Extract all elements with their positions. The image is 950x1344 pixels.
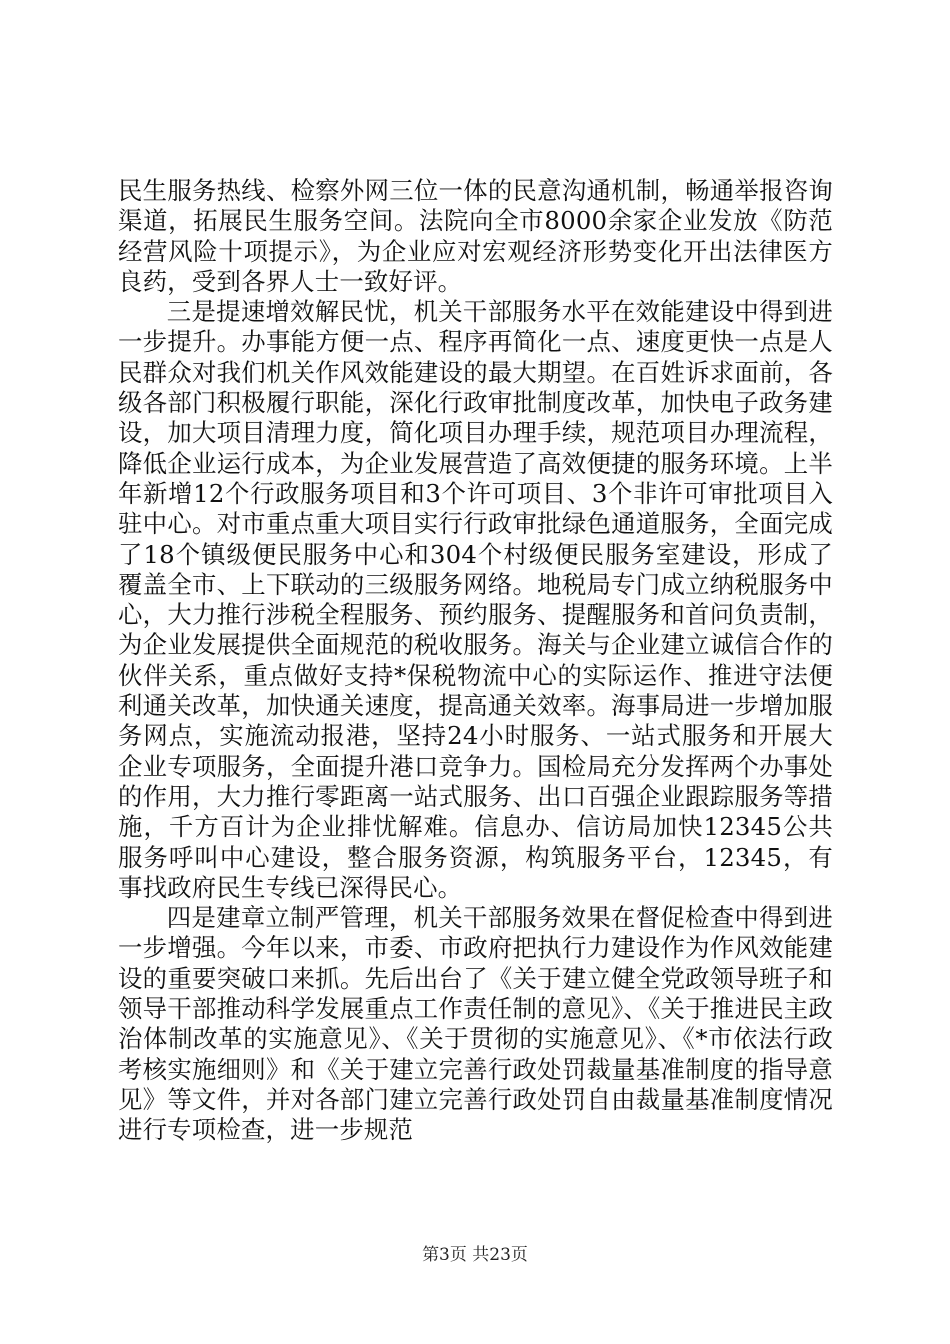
document-body	[118, 176, 833, 1146]
paragraph-3: 四是建章立制严管理，机关干部服务效果在督促检查中得到进一步增强。今年以来，市委、市政府把执行力建设作为作风效能建设的重要突破口来抓。先后出台了《关于建立健全党政领导班子和领导干部推动科学发展重点工作责任制的意见》、《关于推进民主政治体制改革的实施意见》、《关于贯彻的实施意见》、《*市依法行政考核实施细则》和《关于建立完善行政处罚裁量基准制度的指导意见》等文件，并对各部门建立完善行政处罚自由裁量基准制度情况进行专项检查，进一步规范	[118, 903, 833, 1145]
paragraph-1: 民生服务热线、检察外网三位一体的民意沟通机制，畅通举报咨询渠道，拓展民生服务空间。法院向全市8000余家企业发放《防范经营风险十项提示》，为企业应对宏观经济形势变化开出法律医方良药，受到各界人士一致好评。	[118, 176, 833, 296]
page-number-footer: 第3页 共23页	[422, 1245, 528, 1265]
paragraph-2: 三是提速增效解民忧，机关干部服务水平在效能建设中得到进一步提升。办事能方便一点、程序再简化一点、速度更快一点是人民群众对我们机关作风效能建设的最大期望。在百姓诉求面前，各级各部门积极履行职能，深化行政审批制度改革，加快电子政务建设，加大项目清理力度，简化项目办理手续，规范项目办理流程，降低企业运行成本，为企业发展营造了高效便捷的服务环境。上半年新增12个行政服务项目和3个许可项目、3个非许可审批项目入驻中心。对市重点重大项目实行行政审批绿色通道服务，全面完成了18个镇级便民服务中心和304个村级便民服务室建设，形成了覆盖全市、上下联动的三级服务网络。地税局专门成立纳税服务中心，大力推行涉税全程服务、预约服务、提醒服务和首问负责制，为企业发展提供全面规范的税收服务。海关与企业建立诚信合作的伙伴关系，重点做好支持*保税物流中心的实际运作、推进守法便利通关改革，加快通关速度，提高通关效率。海事局进一步增加服务网点，实施流动报港，坚持24小时服务、一站式服务和开展大企业专项服务，全面提升港口竞争力。国检局充分发挥两个办事处的作用，大力推行零距离一站式服务、出口百强企业跟踪服务等措施，千方百计为企业排忧解难。信息办、信访局加快12345公共服务呼叫中心建设，整合服务资源，构筑服务平台，12345，有事找政府民生专线已深得民心。	[118, 297, 833, 902]
